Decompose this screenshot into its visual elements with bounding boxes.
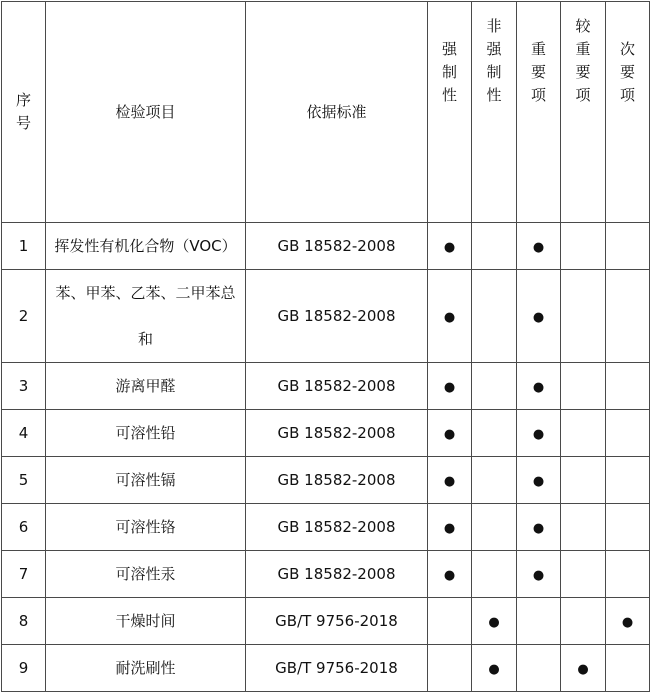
table-row bbox=[2, 504, 650, 551]
important-mark: ● bbox=[532, 310, 545, 325]
row-fairly-important-cell bbox=[561, 504, 606, 551]
mandatory-mark: ● bbox=[443, 240, 456, 255]
row-mandatory-cell bbox=[428, 457, 472, 504]
header-minor-label: 次要项 bbox=[619, 40, 635, 104]
row-non-mandatory-cell bbox=[472, 457, 517, 504]
row-mandatory-cell bbox=[428, 410, 472, 457]
row-item-label: 苯、甲苯、乙苯、二甲苯总和 bbox=[55, 284, 236, 348]
row-item: 可溶性铅 bbox=[46, 410, 246, 457]
mandatory-mark: ● bbox=[443, 310, 456, 325]
table-row bbox=[2, 223, 650, 270]
header-non-mandatory-label: 非强制性 bbox=[486, 17, 502, 104]
header-non-mandatory bbox=[472, 2, 517, 223]
important-mark: ● bbox=[532, 474, 545, 489]
row-fairly-important-cell bbox=[561, 645, 606, 692]
row-minor-cell bbox=[606, 223, 650, 270]
row-index: 7 bbox=[2, 551, 46, 598]
table-row bbox=[2, 363, 650, 410]
row-important-cell bbox=[517, 270, 561, 363]
row-item: 可溶性镉 bbox=[46, 457, 246, 504]
row-fairly-important-cell bbox=[561, 363, 606, 410]
table-row bbox=[2, 457, 650, 504]
row-index: 5 bbox=[2, 457, 46, 504]
row-important-cell bbox=[517, 551, 561, 598]
mandatory-mark: ● bbox=[443, 380, 456, 395]
header-fairly-important bbox=[561, 2, 606, 223]
row-standard: GB 18582-2008 bbox=[246, 223, 428, 270]
row-fairly-important-cell bbox=[561, 551, 606, 598]
row-mandatory-cell bbox=[428, 363, 472, 410]
row-item: 挥发性有机化合物（VOC） bbox=[46, 223, 246, 270]
row-non-mandatory-cell bbox=[472, 598, 517, 645]
row-minor-cell bbox=[606, 457, 650, 504]
fairly-important-mark: ● bbox=[577, 662, 589, 677]
header-index-label: 序号 bbox=[15, 91, 31, 132]
row-mandatory-cell bbox=[428, 645, 472, 692]
row-item: 可溶性铬 bbox=[46, 504, 246, 551]
row-minor-cell bbox=[606, 363, 650, 410]
table-header-row bbox=[2, 2, 650, 223]
table-row bbox=[2, 270, 650, 363]
inspection-items-table bbox=[1, 1, 650, 692]
row-mandatory-cell bbox=[428, 598, 472, 645]
row-standard: GB/T 9756-2018 bbox=[246, 645, 428, 692]
row-item: 游离甲醛 bbox=[46, 363, 246, 410]
row-important-cell bbox=[517, 410, 561, 457]
row-item: 可溶性汞 bbox=[46, 551, 246, 598]
row-standard: GB 18582-2008 bbox=[246, 270, 428, 363]
row-minor-cell bbox=[606, 645, 650, 692]
table-row bbox=[2, 645, 650, 692]
important-mark: ● bbox=[532, 240, 545, 255]
row-non-mandatory-cell bbox=[472, 223, 517, 270]
row-index: 4 bbox=[2, 410, 46, 457]
row-index: 6 bbox=[2, 504, 46, 551]
header-index bbox=[2, 2, 46, 223]
row-minor-cell bbox=[606, 504, 650, 551]
header-mandatory-label: 强制性 bbox=[441, 40, 457, 104]
row-standard: GB 18582-2008 bbox=[246, 410, 428, 457]
table-row bbox=[2, 598, 650, 645]
row-item: 干燥时间 bbox=[46, 598, 246, 645]
mandatory-mark: ● bbox=[443, 474, 456, 489]
table-row bbox=[2, 410, 650, 457]
header-important-label: 重要项 bbox=[530, 40, 546, 104]
row-important-cell bbox=[517, 504, 561, 551]
row-minor-cell bbox=[606, 551, 650, 598]
row-index: 9 bbox=[2, 645, 46, 692]
row-mandatory-cell bbox=[428, 223, 472, 270]
header-fairly-important-label: 较重要项 bbox=[575, 17, 591, 104]
row-minor-cell bbox=[606, 410, 650, 457]
row-standard: GB 18582-2008 bbox=[246, 504, 428, 551]
row-index: 8 bbox=[2, 598, 46, 645]
row-important-cell bbox=[517, 645, 561, 692]
mandatory-mark: ● bbox=[443, 568, 456, 583]
row-non-mandatory-cell bbox=[472, 410, 517, 457]
row-important-cell bbox=[517, 457, 561, 504]
row-mandatory-cell bbox=[428, 551, 472, 598]
row-important-cell bbox=[517, 363, 561, 410]
row-index: 1 bbox=[2, 223, 46, 270]
important-mark: ● bbox=[532, 521, 545, 536]
row-item bbox=[46, 270, 246, 363]
row-standard: GB 18582-2008 bbox=[246, 457, 428, 504]
non-mandatory-mark: ● bbox=[488, 662, 500, 677]
header-standard-label: 依据标准 bbox=[306, 103, 367, 121]
row-fairly-important-cell bbox=[561, 270, 606, 363]
header-standard bbox=[246, 2, 428, 223]
header-item bbox=[46, 2, 246, 223]
mandatory-mark: ● bbox=[443, 521, 456, 536]
header-item-label: 检验项目 bbox=[115, 103, 176, 121]
row-important-cell bbox=[517, 598, 561, 645]
important-mark: ● bbox=[532, 568, 545, 583]
important-mark: ● bbox=[532, 427, 545, 442]
row-minor-cell bbox=[606, 270, 650, 363]
row-standard: GB/T 9756-2018 bbox=[246, 598, 428, 645]
minor-mark: ● bbox=[621, 615, 634, 630]
row-standard: GB 18582-2008 bbox=[246, 551, 428, 598]
table-row bbox=[2, 551, 650, 598]
header-minor bbox=[606, 2, 650, 223]
important-mark: ● bbox=[532, 380, 545, 395]
mandatory-mark: ● bbox=[443, 427, 456, 442]
row-minor-cell bbox=[606, 598, 650, 645]
row-mandatory-cell bbox=[428, 270, 472, 363]
row-non-mandatory-cell bbox=[472, 551, 517, 598]
row-index: 3 bbox=[2, 363, 46, 410]
row-item: 耐洗刷性 bbox=[46, 645, 246, 692]
row-standard: GB 18582-2008 bbox=[246, 363, 428, 410]
non-mandatory-mark: ● bbox=[488, 615, 500, 630]
row-non-mandatory-cell bbox=[472, 363, 517, 410]
row-non-mandatory-cell bbox=[472, 645, 517, 692]
row-mandatory-cell bbox=[428, 504, 472, 551]
header-mandatory bbox=[428, 2, 472, 223]
header-important bbox=[517, 2, 561, 223]
row-non-mandatory-cell bbox=[472, 270, 517, 363]
row-non-mandatory-cell bbox=[472, 504, 517, 551]
row-fairly-important-cell bbox=[561, 598, 606, 645]
row-fairly-important-cell bbox=[561, 223, 606, 270]
row-fairly-important-cell bbox=[561, 410, 606, 457]
row-fairly-important-cell bbox=[561, 457, 606, 504]
row-index: 2 bbox=[2, 270, 46, 363]
row-important-cell bbox=[517, 223, 561, 270]
